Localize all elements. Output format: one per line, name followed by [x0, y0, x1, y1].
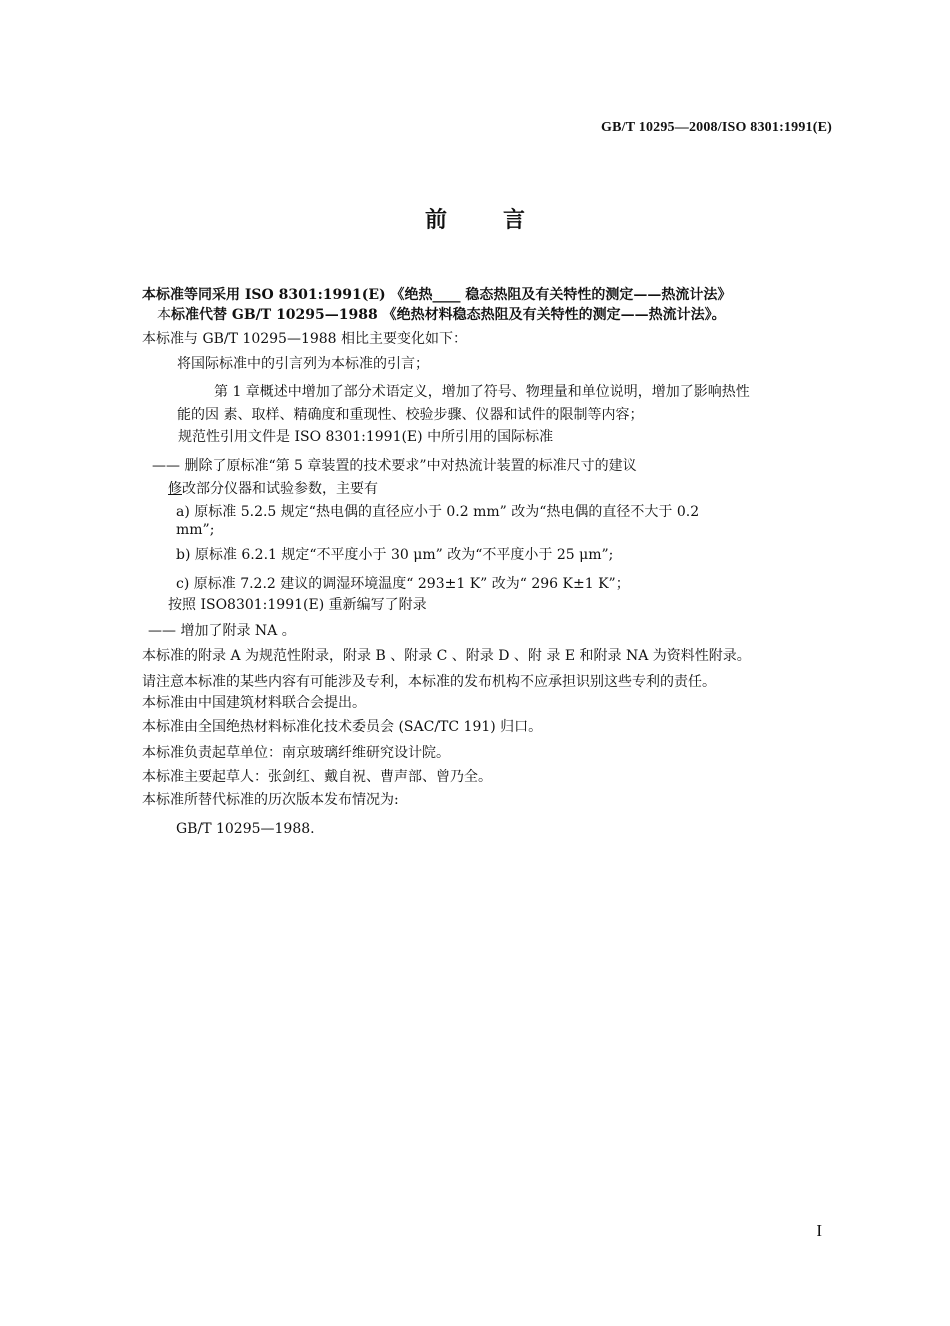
sub-item-c: c) 原标准 7.2.2 建议的调湿环境温度“ 293±1 K” 改为“ 296 K±1 K”；	[176, 576, 630, 592]
change-item-annex-na-added: —— 增加了附录 NA 。	[148, 623, 296, 639]
annex-status-statement: 本标准的附录 A 为规范性附录，附录 B 、附录 C 、附录 D 、附 录 E 和附录 NA 为资料性附录。	[142, 648, 751, 664]
change-item-modified-parameters	[168, 480, 378, 498]
adoption-statement: 本标准等同采用 ISO 8301:1991(E) 《绝热____ 稳态热阻及有关特性的测定——热流计法》	[142, 287, 732, 303]
sub-item-b: b) 原标准 6.2.1 规定“不平度小于 30 μm” 改为“不平度小于 25 μm”;	[176, 547, 614, 563]
standard-code-header: GB/T 10295—2008/ISO 8301:1991(E)	[601, 120, 832, 135]
committee-statement: 本标准由全国绝热材料标准化技术委员会 (SAC/TC 191) 归口。	[142, 719, 543, 735]
replacement-statement-text: 标准代替 GB/T 10295—1988 《绝热材料稳态热阻及有关特性的测定——热流计法》。	[171, 307, 726, 323]
page-number: I	[816, 1221, 822, 1240]
sub-item-a: a) 原标准 5.2.5 规定“热电偶的直径应小于 0.2 mm” 改为“热电偶的直径不大于 0.2	[176, 504, 700, 520]
change-item-chapter1: 第 1 章概述中增加了部分术语定义，增加了符号、物理量和单位说明，增加了影响热性	[214, 384, 750, 400]
change-item-introduction: 将国际标准中的引言列为本标准的引言；	[177, 356, 429, 372]
change-item-normative-references: 规范性引用文件是 ISO 8301:1991(E) 中所引用的国际标准	[178, 429, 554, 445]
change-item-deleted-chapter5: —— 删除了原标准“第 5 章装置的技术要求”中对热流计装置的标准尺寸的建议	[152, 458, 637, 474]
page-title: 前言	[424, 208, 581, 233]
drafting-unit-statement: 本标准负责起草单位：南京玻璃纤维研究设计院。	[142, 745, 450, 761]
change-item-chapter1-continued: 能的因 素、取样、精确度和重现性、校验步骤、仪器和试件的限制等内容；	[177, 407, 644, 423]
changes-intro: 本标准与 GB/T 10295—1988 相比主要变化如下：	[142, 331, 468, 347]
modified-parameters-text: 改部分仪器和试验参数，主要有	[182, 481, 378, 497]
previous-editions-intro: 本标准所替代标准的历次版本发布情况为:	[142, 792, 399, 808]
previous-edition-item: GB/T 10295—1988.	[176, 821, 315, 837]
change-item-annex-rewritten: 按照 ISO8301:1991(E) 重新编写了附录	[168, 597, 427, 613]
drafters-statement: 本标准主要起草人：张剑红、戴自祝、曹声部、曾乃全。	[142, 769, 492, 785]
modified-parameters-lead: 修	[168, 481, 182, 497]
proposer-statement: 本标准由中国建筑材料联合会提出。	[142, 695, 366, 711]
sub-item-a-continued: mm”;	[176, 522, 215, 538]
patent-notice: 请注意本标准的某些内容有可能涉及专利，本标准的发布机构不应承担识别这些专利的责任。	[142, 674, 716, 690]
replacement-statement	[157, 306, 726, 324]
replacement-statement-prefix: 本	[157, 307, 171, 323]
